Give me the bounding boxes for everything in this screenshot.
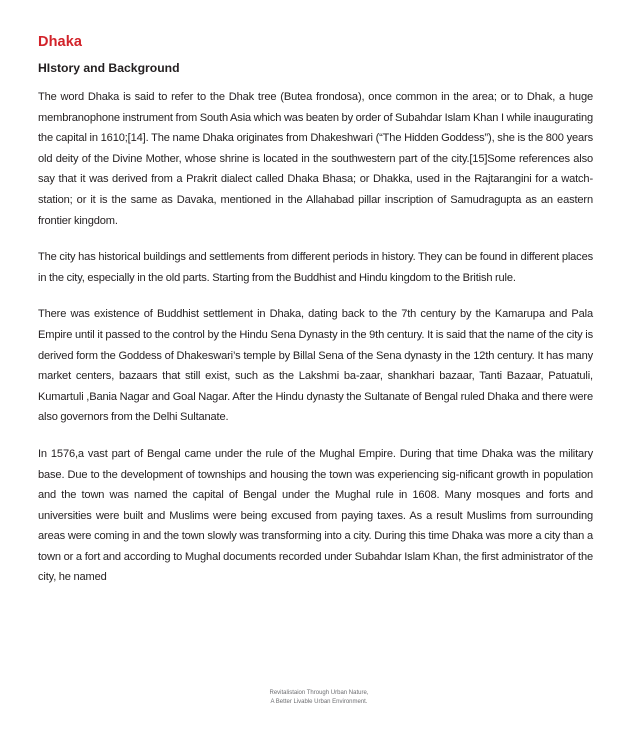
paragraph-buddhist-settlement: There was existence of Buddhist settlement in Dhaka, dating back to the 7th century by the Kamarupa and Pala Empire until it passed to the control by the Hindu Sena Dynasty in the 9th century. It is said that the name of the city is derived form the Goddess of Dhakeswari’s temple by Billal Sena of the Sena dynasty in the 12th century. It has many market centers, bazaars that still exist, such as the Lakshmi ba-zaar, shankhari bazaar, Tanti Bazaar, Patuatuli, Kumartuli ,Bania Nagar and Goal Nagar. After the Hindu dynasty the Sultanate of Bengal ruled Dhaka and there were also governors from the Delhi Sultanate. bbox=[38, 308, 593, 424]
document-page bbox=[38, 34, 593, 604]
footer-line-2: A Better Livable Urban Environment. bbox=[270, 699, 368, 705]
paragraph-historical-buildings: The city has historical buildings and settlements from different periods in history. They can be found in different places in the city, especially in the old parts. Starting from the Buddhist and Hindu kingdom to the British rule. bbox=[38, 251, 593, 284]
paragraph-mughal-empire: In 1576,a vast part of Bengal came under the rule of the Mughal Empire. During that time Dhaka was the military base. Due to the development of townships and housing the town was experiencing sig-nificant growth in population and the town was named the capital of Bengal under the Mughal rule in 1608. Many mosques and forts and universities were built and Muslims were being excused from paying taxes. As a result Muslims from surrounding areas were coming in and the town slowly was transforming into a city. During this time Dhaka was more a city than a town or a fort and according to Mughal documents recorded under Subahdar Islam Khan, the first administrator of the city, he named bbox=[38, 447, 593, 584]
footer-line-1: Revitalistaion Through Urban Nature, bbox=[269, 690, 369, 696]
paragraph-etymology: The word Dhaka is said to refer to the Dhak tree (Butea frondosa), once common in the area; or to Dhak, a huge membranophone instrument from South Asia which was beaten by order of Subahdar Islam Khan I while inaugurating the capital in 1610;[14]. The name Dhaka originates from Dhakeshwari (“The Hidden Goddess”), she is the 800 years old deity of the Divine Mother, whose shrine is located in the southwestern part of the city.[15]Some references also say that it was derived from a Prakrit dialect called Dhaka Bhasa; or Dhakka, used in the Rajtarangini for a watch-station; or it is the same as Davaka, mentioned in the Allahabad pillar inscription of Samudragupta as an eastern frontier kingdom. bbox=[38, 91, 593, 227]
page-title: Dhaka bbox=[38, 34, 83, 50]
page-footer bbox=[0, 689, 638, 707]
section-heading: HIstory and Background bbox=[38, 61, 180, 75]
